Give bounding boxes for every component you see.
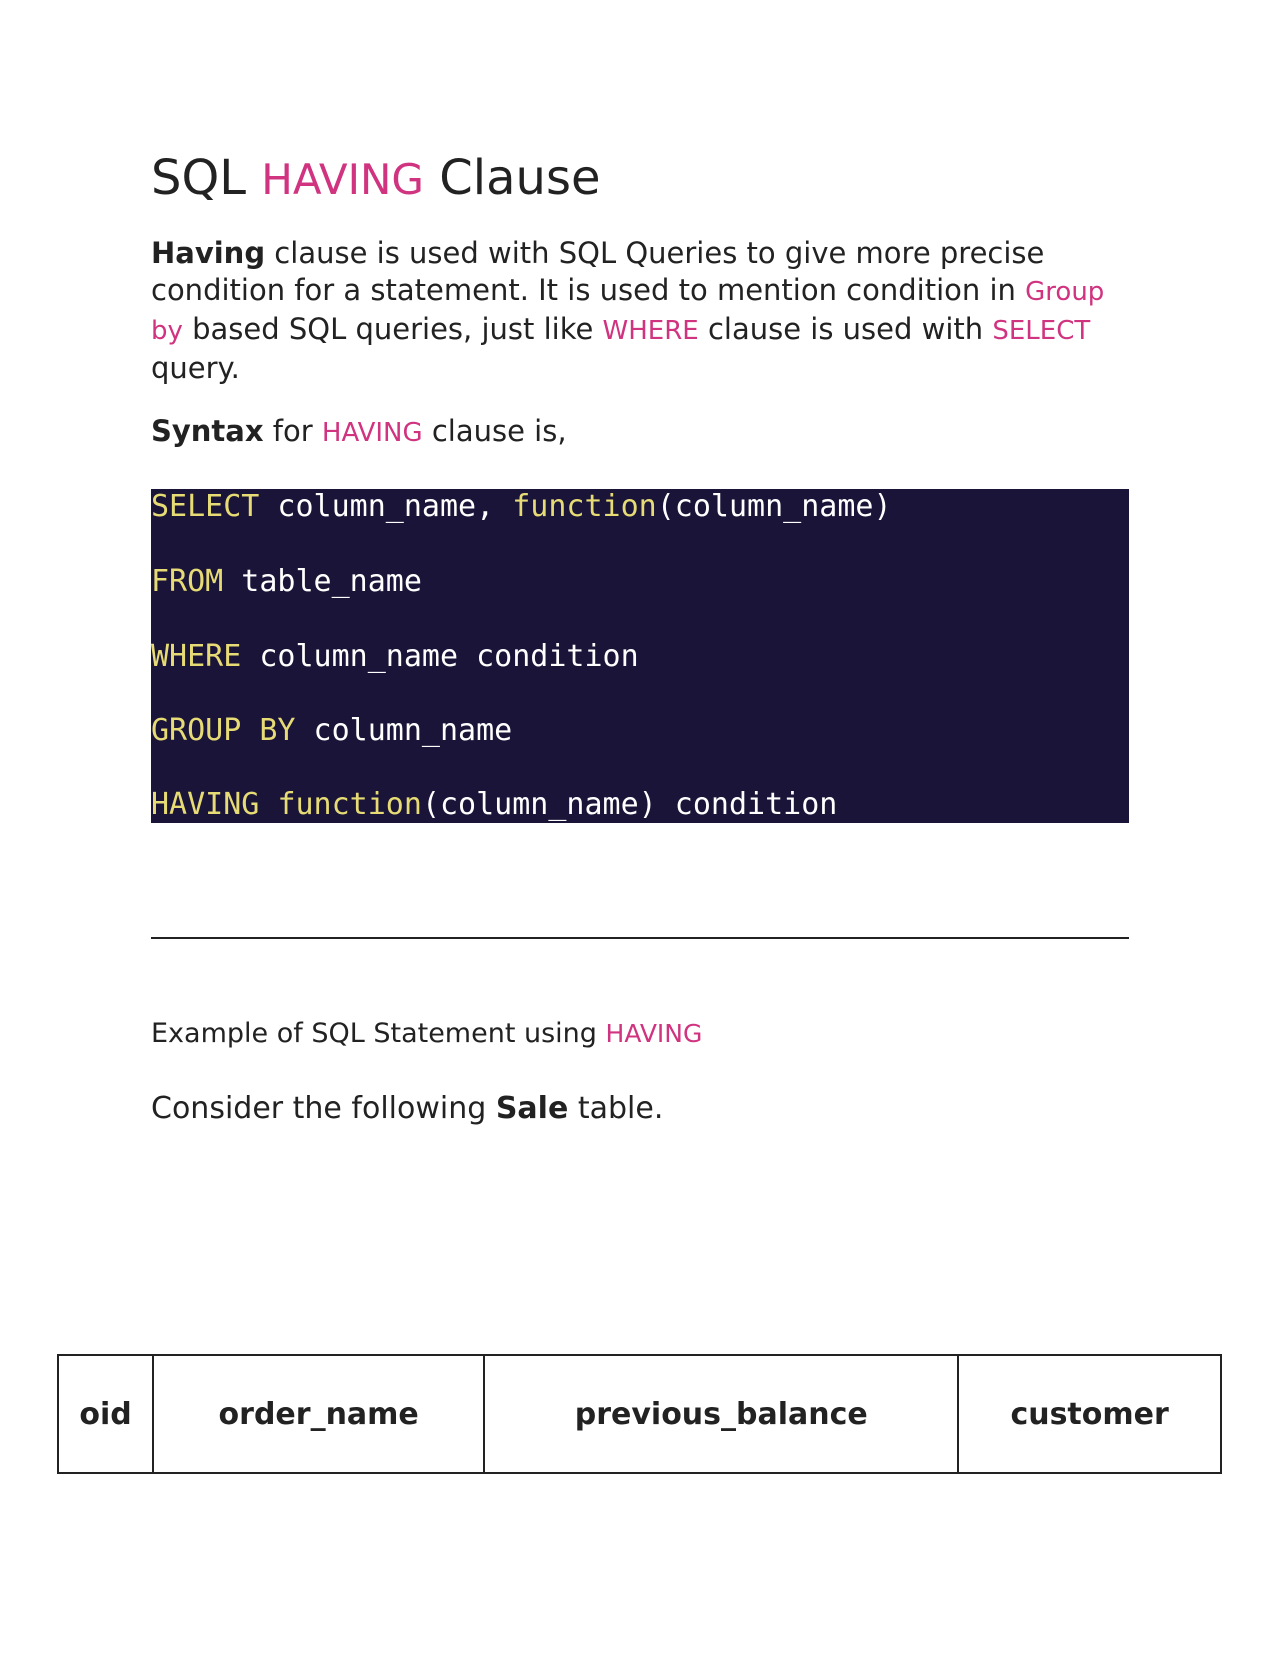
code-keyword: function	[277, 787, 422, 822]
code-line	[151, 489, 892, 525]
column-header-customer: customer	[958, 1355, 1221, 1473]
syntax-bold: Syntax	[151, 414, 264, 448]
code-text: table_name	[223, 564, 422, 599]
inline-code-having: HAVING	[321, 418, 423, 448]
code-text: column_name,	[259, 489, 513, 524]
code-text: column_name	[295, 713, 513, 748]
code-keyword: SELECT	[151, 489, 260, 524]
consider-bold: Sale	[495, 1091, 569, 1126]
intro-text-3: clause is used with	[698, 312, 993, 346]
code-keyword: function	[512, 489, 657, 524]
sale-table	[57, 1354, 1222, 1474]
horizontal-divider	[151, 937, 1129, 939]
inline-code-where: WHERE	[602, 316, 699, 346]
inline-code-group-by: Group by	[151, 277, 1105, 346]
inline-code-select: SELECT	[992, 316, 1091, 346]
syntax-text-1: for	[263, 414, 322, 448]
title-prefix: SQL	[151, 150, 246, 206]
code-block	[151, 489, 1129, 823]
intro-bold: Having	[151, 236, 266, 270]
code-keyword: HAVING	[151, 787, 260, 822]
code-keyword: GROUP BY	[151, 713, 296, 748]
intro-text-4: query.	[151, 351, 240, 385]
code-line	[151, 639, 639, 675]
column-header-order-name: order_name	[153, 1355, 484, 1473]
syntax-text-2: clause is,	[422, 414, 567, 448]
code-text	[259, 787, 277, 822]
table-header-row	[58, 1355, 1221, 1473]
code-text: column_name condition	[241, 639, 639, 674]
column-header-previous-balance: previous_balance	[484, 1355, 958, 1473]
code-line	[151, 564, 422, 600]
code-text: (column_name)	[656, 489, 892, 524]
consider-paragraph	[151, 1089, 663, 1129]
intro-text-1: clause is used with SQL Queries to give more precise condition for a statement. It is used to mention condition in	[151, 236, 1045, 307]
code-line	[151, 713, 512, 749]
syntax-paragraph	[151, 411, 567, 453]
code-keyword: WHERE	[151, 639, 242, 674]
intro-paragraph	[151, 235, 1129, 387]
page-title	[151, 148, 600, 210]
example-heading	[151, 1016, 702, 1052]
consider-text-2: table.	[568, 1091, 664, 1126]
intro-text-2: based SQL queries, just like	[182, 312, 603, 346]
column-header-oid: oid	[58, 1355, 153, 1473]
consider-text-1: Consider the following	[151, 1091, 496, 1126]
code-text: (column_name) condition	[421, 787, 838, 822]
example-heading-text: Example of SQL Statement using	[151, 1018, 606, 1049]
code-line	[151, 787, 837, 823]
title-keyword: HAVING	[261, 155, 424, 204]
code-keyword: FROM	[151, 564, 224, 599]
title-suffix: Clause	[439, 150, 601, 206]
example-heading-code: HAVING	[605, 1019, 703, 1048]
